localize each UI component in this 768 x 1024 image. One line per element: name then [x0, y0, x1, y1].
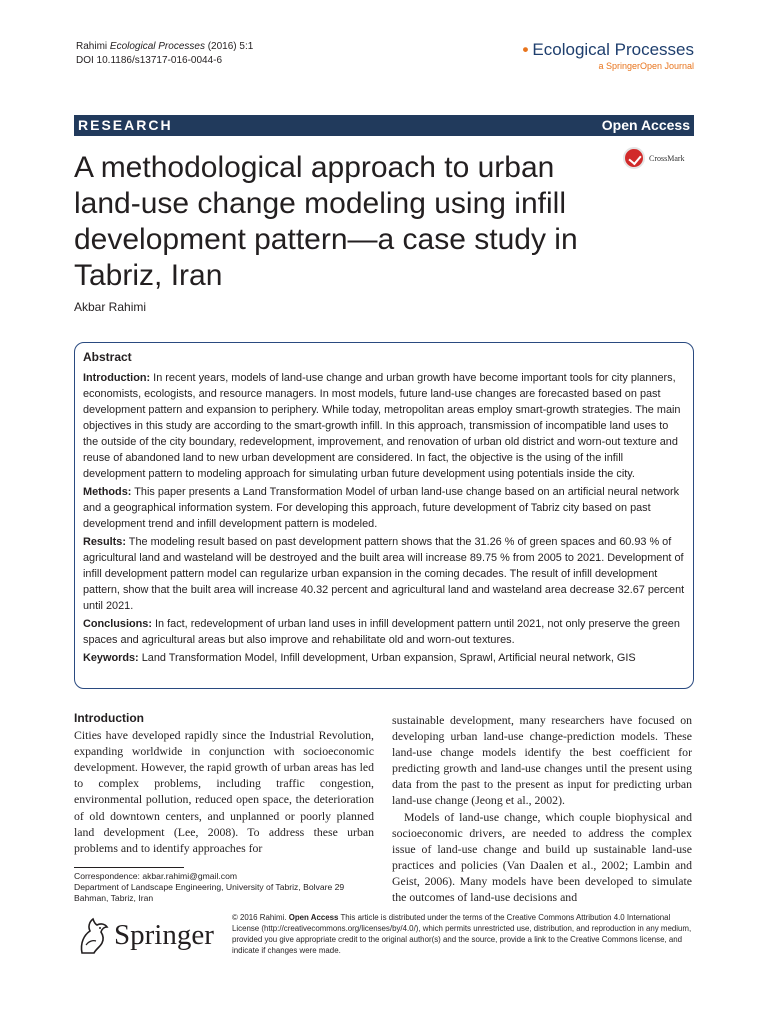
abstract-section-text: In recent years, models of land-use change and urban growth have become important tools for city planners, economists, ecologists, and resource managers. In most models, future land-use changes are forecasted based on past development pattern and expansion to periphery. While today, metropolitan areas employ smart-growth strategies. The main objectives in this study are according to the smart-growth infill. In this approach, transmission of incompatible land uses to the outside of the city boundary, redevelopment, improvement, and renovation of urban old district and worn-out texture and reuse of abandoned land to new urban development are considered. In fact, the objective is the using of the infill development pattern to modeling approach for simulating urban future development using potentials inside the city. [83, 372, 681, 480]
journal-name-text: Ecological Processes [532, 40, 694, 59]
abstract-section-text: This paper presents a Land Transformation Model of urban land-use change based on an artificial neural network and a geographical information system. For developing this approach, future development of Tabriz city based on past development trend and infill development pattern is modeled. [83, 486, 680, 530]
section-heading-introduction: Introduction [74, 711, 144, 725]
springer-wordmark: Springer [114, 919, 214, 951]
article-title: A methodological approach to urban land-use change modeling using infill development pattern—a case study in Tabriz, Iran [74, 151, 578, 292]
open-access-label: Open Access [601, 117, 690, 133]
doi[interactable]: DOI 10.1186/s13717-016-0044-6 [76, 55, 223, 66]
citation-author: Rahimi [76, 41, 110, 52]
article-type-label: RESEARCH [78, 117, 173, 133]
abstract-section-label: Introduction: [83, 372, 151, 384]
crossmark-icon [623, 147, 645, 169]
footnote-divider [74, 867, 184, 868]
crossmark-label: CrossMark [649, 154, 685, 163]
abstract-section-label: Conclusions: [83, 618, 152, 630]
abstract-section-label: Keywords: [83, 652, 139, 664]
abstract-methods [83, 484, 685, 532]
correspondence-footnote [74, 871, 344, 904]
crossmark-button[interactable] [623, 143, 698, 173]
body-column-right [392, 712, 692, 905]
journal-brand [522, 40, 694, 71]
body-paragraph: sustainable development, many researchers have focused on developing urban land-use change-prediction models. These land-use change models identify the best coefficient for predicting growth and land-use changes until the present using data from the past to the present as input for predicting urban land-use change (Jeong et al., 2002). [392, 713, 692, 808]
abstract-section-label: Results: [83, 536, 126, 548]
license-text: This article is distributed under the terms of the Creative Commons Attribution 4.0 International License (http://creativecommons.org/licenses/by/4.0/), which permits unrestricted use, distribution, and reproduction in any medium, provided you give appropriate credit to the original author(s) and the source, provide a link to the Creative Commons license, and indicate if changes were made. [232, 913, 692, 955]
citation-line [76, 40, 253, 54]
abstract-heading: Abstract [83, 350, 132, 364]
journal-subtitle: a SpringerOpen Journal [598, 61, 694, 71]
body-paragraph: Models of land-use change, which couple biophysical and socioeconomic drivers, are needed to address the complex issue of land-use change and build up sustainable land-use practices and policies (Van Daalen et al., 2002; Lambin and Geist, 2006). Many models have been developed to simulate the outcomes of land-use decisions and [392, 809, 692, 905]
journal-name [522, 40, 694, 60]
article-type-banner [74, 115, 694, 136]
springer-horse-icon [74, 913, 112, 957]
abstract-section-text: The modeling result based on past development pattern shows that the 31.26 % of green spaces and 60.93 % of agricultural land and wasteland will be destroyed and the built area will increase 89.75 % from 2005 to 2021. Development of infill development pattern model can regularize urban expansion in the coming decades. The result of infill development pattern, show that the built area will increase 40.32 percent and agricultural land and wasteland area decrease 32.67 percent until 2021. [83, 536, 685, 612]
abstract-keywords [83, 650, 685, 666]
license-notice [232, 912, 694, 956]
body-paragraph: Cities have developed rapidly since the Industrial Revolution, expanding worldwide in conjunction with socioeconomic development. However, the rapid growth of urban areas has led to complex problems, including traffic congestion, environmental pollution, reduced open space, the deterioration of old downtown centers, and unplanned or poorly planned land development (Lee, 2008). To address these urban problems and to identify approaches for [74, 728, 374, 855]
abstract-results [83, 534, 685, 614]
abstract-conclusions [83, 616, 685, 648]
affiliation-line: Department of Landscape Engineering, University of Tabriz, Bolvare 29 [74, 882, 345, 892]
springer-logo [74, 913, 224, 961]
affiliation-line: Bahman, Tabriz, Iran [74, 893, 154, 903]
license-copyright: © 2016 Rahimi. [232, 913, 289, 922]
correspondence-email[interactable]: Correspondence: akbar.rahimi@gmail.com [74, 871, 238, 881]
citation-header [76, 40, 253, 68]
citation-volume: (2016) 5:1 [204, 41, 254, 52]
abstract-section-text: Land Transformation Model, Infill development, Urban expansion, Sprawl, Artificial neural network, GIS [138, 652, 636, 664]
abstract-introduction [83, 370, 685, 482]
abstract-section-text: In fact, redevelopment of urban land uses in infill development pattern until 2021, not only preserve the green spaces and agricultural areas but also improve and rehabilitate old and worn-out textures. [83, 618, 680, 646]
license-open-access: Open Access [288, 913, 339, 922]
abstract-box [74, 342, 694, 689]
author-name[interactable]: Akbar Rahimi [74, 300, 147, 314]
journal-logo-icon: • [522, 40, 529, 59]
body-column-left [74, 710, 374, 856]
citation-journal: Ecological Processes [109, 41, 205, 52]
abstract-section-label: Methods: [83, 486, 132, 498]
